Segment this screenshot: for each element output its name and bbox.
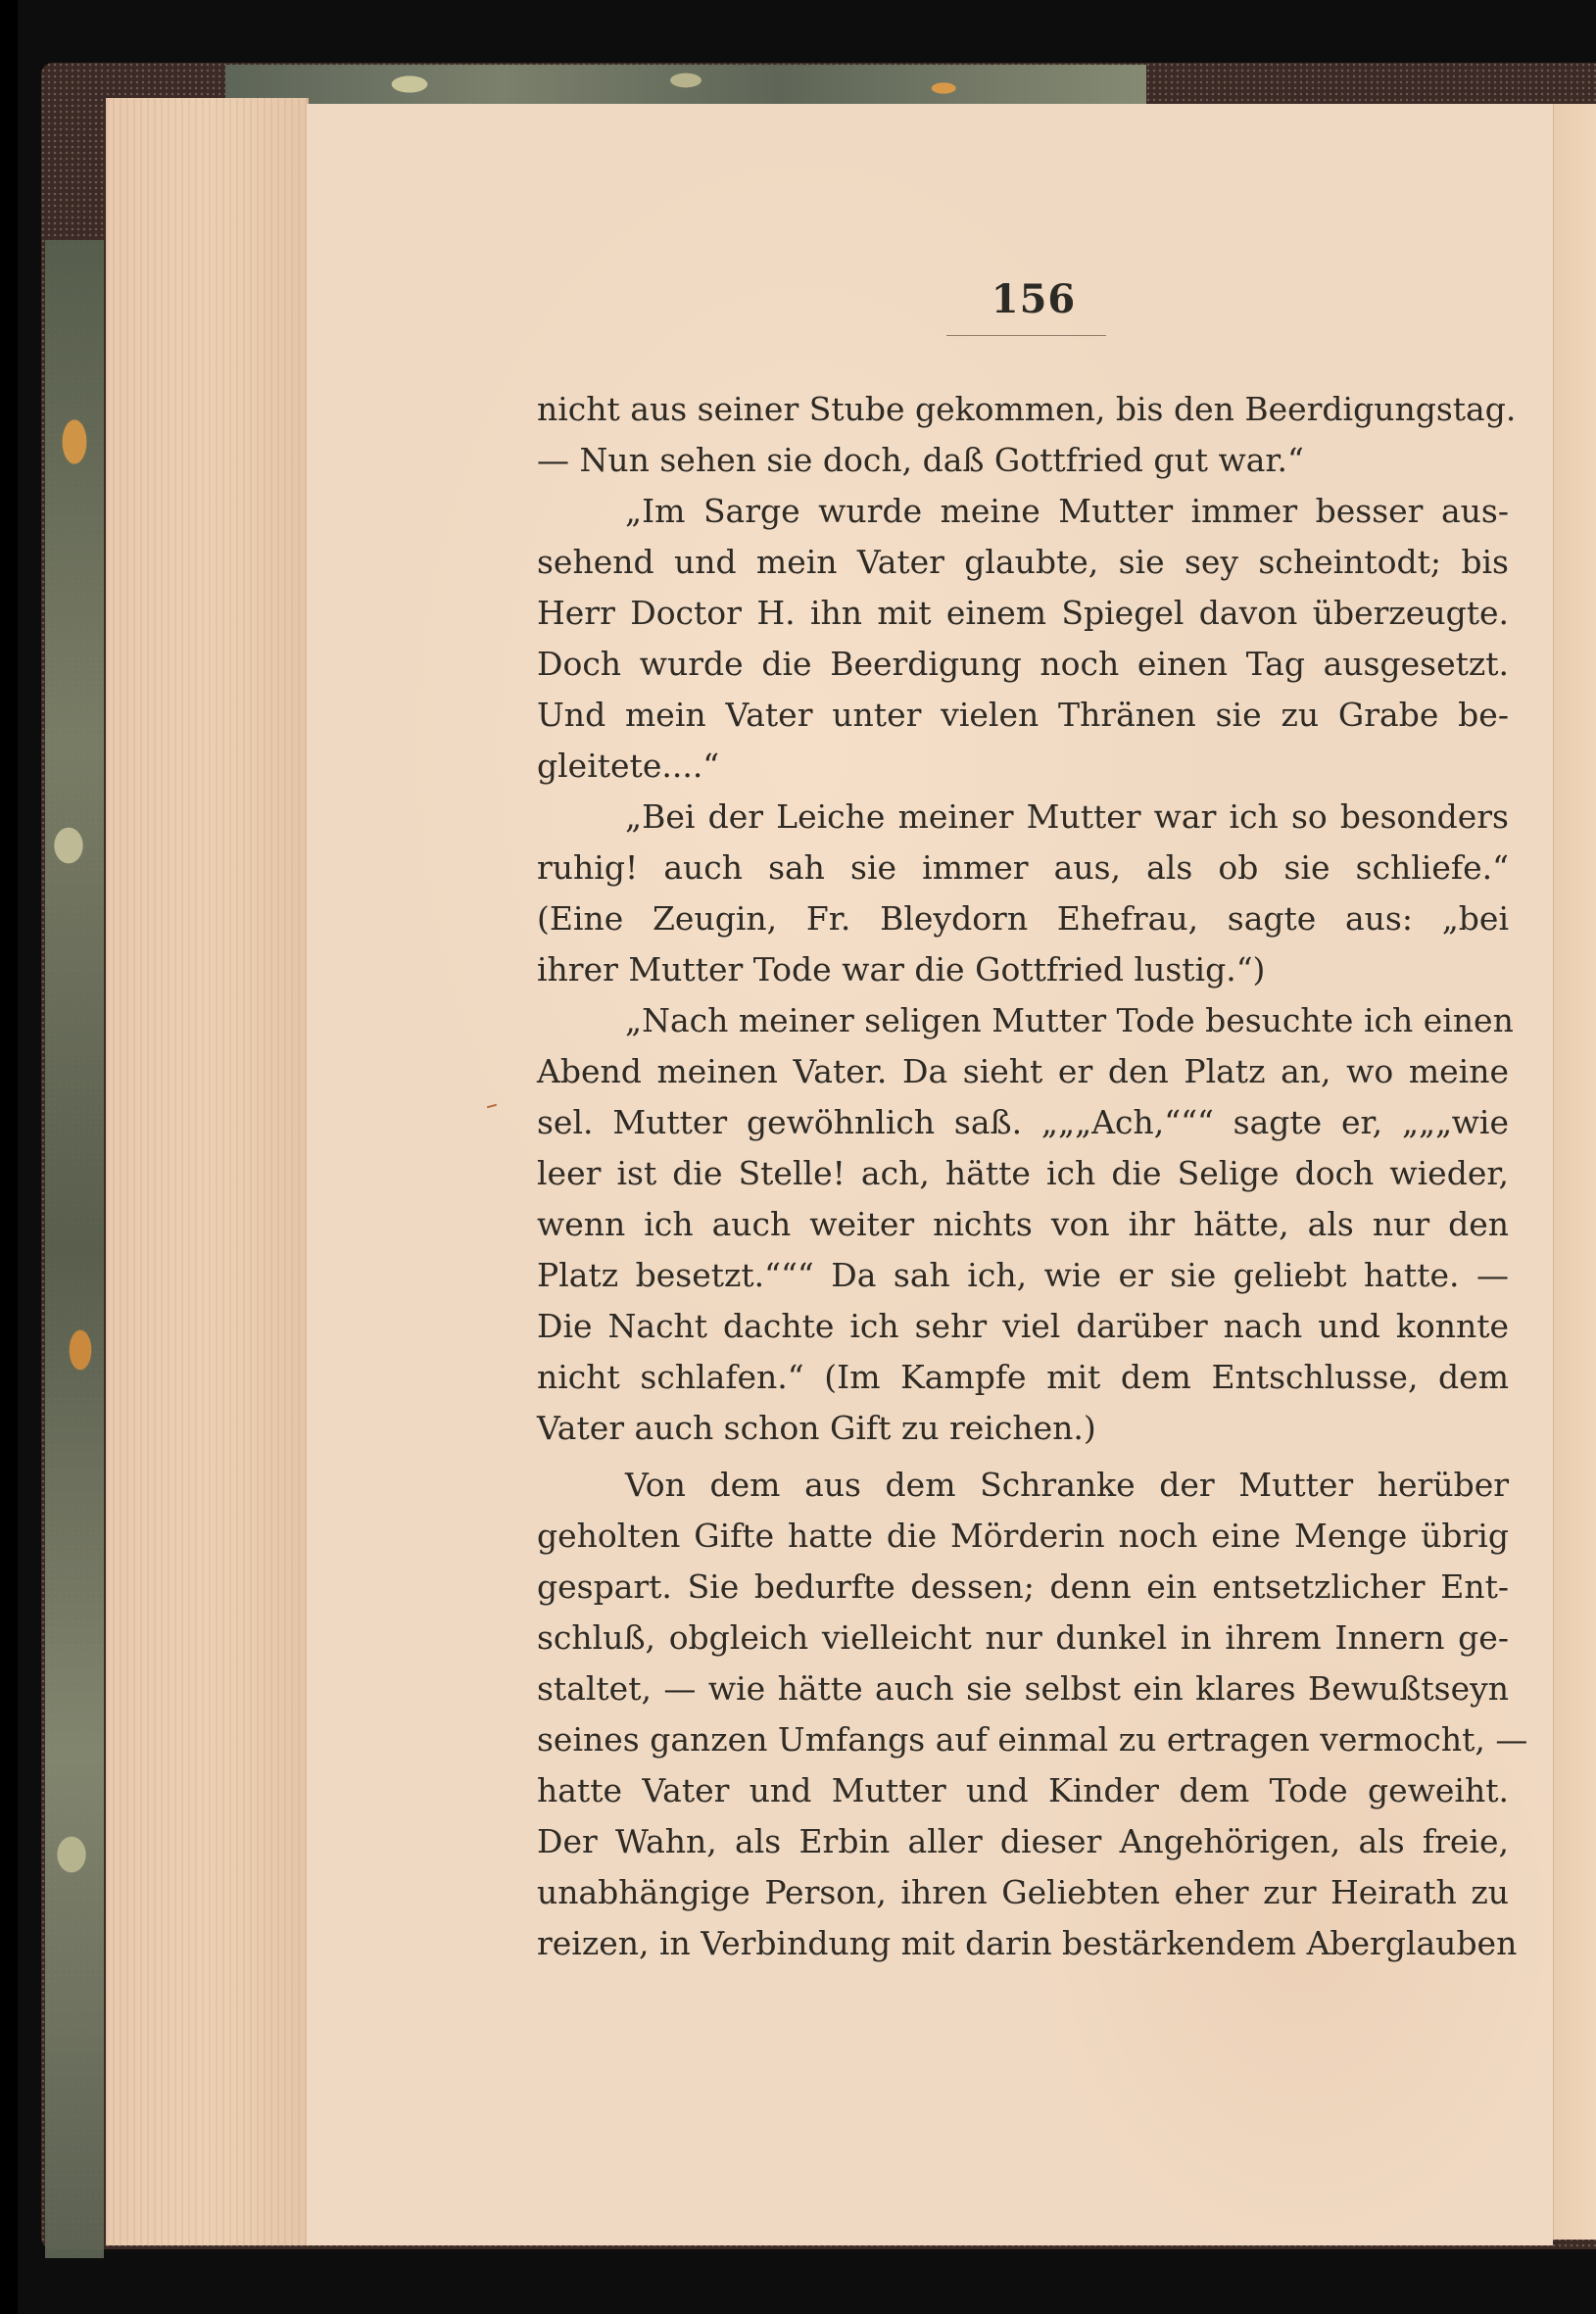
text-line: sel. Mutter gewöhnlich saß. „„„Ach,“““ sagte er, „„„wie <box>537 1103 1509 1141</box>
text-line: hatte Vater und Mutter und Kinder dem Tode geweiht. <box>537 1771 1509 1809</box>
text-line: „Bei der Leiche meiner Mutter war ich so besonders <box>625 797 1509 836</box>
text-line: Und mein Vater unter vielen Thränen sie zu Grabe be- <box>537 696 1509 734</box>
text-line: gespart. Sie bedurfte dessen; denn ein entsetzlicher Ent- <box>537 1567 1509 1606</box>
text-line: ihrer Mutter Tode war die Gottfried lustig.“) <box>537 950 1266 988</box>
scan-backdrop <box>0 0 18 2314</box>
header-rule <box>946 335 1106 336</box>
text-line: staltet, — wie hätte auch sie selbst ein klares Bewußtseyn <box>537 1669 1509 1708</box>
text-line: Die Nacht dachte ich sehr viel darüber nach und konnte <box>537 1307 1509 1345</box>
page-edge-stack <box>106 98 309 2245</box>
paragraph <box>537 1460 1528 1969</box>
text-line: „Im Sarge wurde meine Mutter immer besser aus- <box>625 492 1509 530</box>
marbled-board-top <box>225 65 1146 104</box>
text-line: nicht aus seiner Stube gekommen, bis den Beerdigungstag. <box>537 390 1517 428</box>
text-line: Herr Doctor H. ihn mit einem Spiegel davon überzeugte. <box>537 594 1509 632</box>
text-line: geholten Gifte hatte die Mörderin noch eine Menge übrig <box>537 1517 1509 1555</box>
text-line: sehend und mein Vater glaubte, sie sey scheintodt; bis <box>537 543 1509 581</box>
text-line: Der Wahn, als Erbin aller dieser Angehörigen, als freie, <box>537 1822 1509 1860</box>
paragraph <box>537 792 1509 995</box>
text-line: Von dem aus dem Schranke der Mutter herüber <box>625 1466 1509 1504</box>
text-line: nicht schlafen.“ (Im Kampfe mit dem Entschlusse, dem <box>537 1358 1509 1396</box>
paragraph <box>537 384 1517 486</box>
page-number: 156 <box>991 276 1077 322</box>
text-line: ruhig! auch sah sie immer aus, als ob sie schliefe.“ <box>537 848 1509 887</box>
text-line: „Nach meiner seligen Mutter Tode besuchte ich einen <box>625 1001 1514 1039</box>
text-line: (Eine Zeugin, Fr. Bleydorn Ehefrau, sagte aus: „bei <box>537 899 1509 938</box>
text-line: leer ist die Stelle! ach, hätte ich die Selige doch wieder, <box>537 1154 1509 1192</box>
text-line: seines ganzen Umfangs auf einmal zu ertragen vermocht, — <box>537 1720 1528 1759</box>
paragraph <box>537 995 1514 1454</box>
marbled-board-left <box>45 240 104 2258</box>
text-line: schluß, obgleich vielleicht nur dunkel in ihrem Innern ge- <box>537 1618 1509 1657</box>
text-line: wenn ich auch weiter nichts von ihr hätte, als nur den <box>537 1205 1509 1243</box>
text-line: — Nun sehen sie doch, daß Gottfried gut war.“ <box>537 441 1304 479</box>
text-line: Vater auch schon Gift zu reichen.) <box>537 1409 1096 1447</box>
text-line: Platz besetzt.“““ Da sah ich, wie er sie geliebt hatte. — <box>537 1256 1509 1294</box>
text-line: gleitete....“ <box>537 747 720 785</box>
facing-page-edge <box>1553 104 1596 2240</box>
body-text <box>537 384 1528 1969</box>
text-line: Doch wurde die Beerdigung noch einen Tag ausgesetzt. <box>537 645 1509 683</box>
text-line: Abend meinen Vater. Da sieht er den Platz an, wo meine <box>537 1052 1509 1090</box>
paragraph <box>537 486 1509 792</box>
text-line: unabhängige Person, ihren Geliebten eher zur Heirath zu <box>537 1873 1509 1911</box>
text-line: reizen, in Verbindung mit darin bestärkendem Aberglauben <box>537 1924 1518 1962</box>
